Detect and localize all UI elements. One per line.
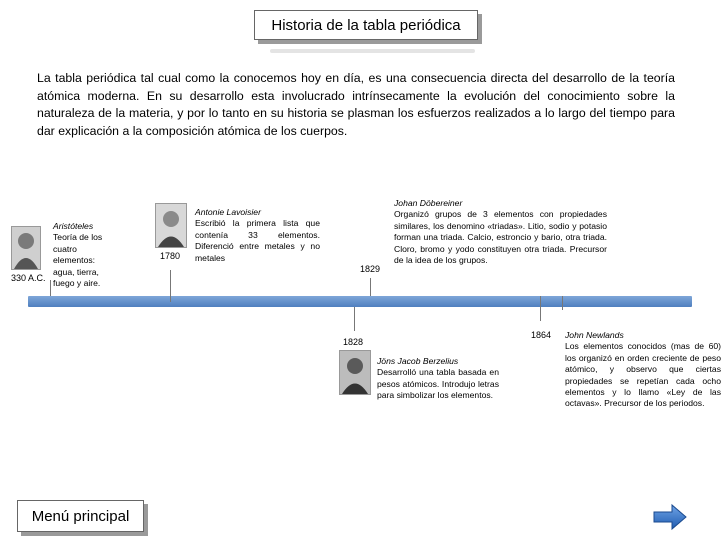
timeline-tick-330ac — [50, 280, 51, 296]
menu-principal-button[interactable] — [17, 500, 144, 532]
next-button[interactable] — [652, 503, 688, 531]
timeline-tick-1828 — [354, 307, 355, 331]
portrait-icon — [156, 204, 186, 247]
page-title-box — [254, 10, 478, 40]
timeline-tick-1780 — [170, 270, 171, 302]
aristoteles-entry — [53, 221, 110, 289]
lavoisier-name: Antonie Lavoisier — [195, 207, 261, 217]
newlands-text: Los elementos conocidos (mas de 60) los organizó en orden creciente de peso atómico, y observo que ciertas propiedades se repetían cada ocho elementos y lo llamo «Ley de las octavas». Precursor de los periodos. — [565, 341, 721, 409]
intro-paragraph: La tabla periódica tal cual como la conocemos hoy en día, es una consecuencia directa del desarrollo de la teoría atómica moderna. En su desarrollo esta involucrado intrínsecamente la evolución del conocimiento sobre la naturaleza de la materia, y por lo tanto en su historia se plasman los esfuerzos realizados a lo largo del tiempo para dar explicación a la composición atómica de los cuerpos. — [37, 71, 675, 138]
portrait-icon — [340, 351, 370, 394]
berzelius-entry — [377, 356, 499, 402]
year-1828: 1828 — [343, 337, 364, 347]
year-1864: 1864 — [531, 330, 552, 340]
newlands-name: John Newlands — [565, 330, 624, 340]
berzelius-name: Jöns Jacob Berzelius — [377, 356, 459, 366]
dobereiner-text: Organizó grupos de 3 elementos con propiedades similares, los denomino «triadas». Litio, sodio y potasio forman una triada. Calcio, estroncio y bario, otra triada. Cloro, bromo y yodo constituyen otra triada. Precursor de la idea de los grupos. — [394, 209, 607, 266]
portrait-icon — [12, 227, 40, 269]
newlands-entry — [565, 330, 721, 410]
timeline-tick-1864 — [540, 296, 541, 321]
timeline-tick-1829 — [370, 278, 371, 296]
title-underline — [270, 49, 475, 53]
dobereiner-entry — [394, 198, 607, 266]
year-330ac: 330 A.C. — [11, 273, 46, 283]
aristoteles-name: Aristóteles — [53, 221, 94, 231]
year-1829: 1829 — [360, 264, 381, 274]
menu-principal-label: Menú principal — [31, 507, 130, 525]
berzelius-portrait — [339, 350, 371, 395]
aristoteles-portrait — [11, 226, 41, 270]
lavoisier-text: Escribió la primera lista que contenía 33 elementos. Diferenció entre metales y no metales — [195, 218, 320, 263]
lavoisier-portrait — [155, 203, 187, 248]
page-title: Historia de la tabla periódica — [271, 16, 461, 34]
dobereiner-name: Johan Döbereiner — [394, 198, 463, 208]
next-arrow-icon — [652, 503, 688, 531]
timeline-bar — [28, 296, 692, 307]
berzelius-text: Desarrolló una tabla basada en pesos atómicos. Introdujo letras para simbolizar los elementos. — [377, 367, 499, 401]
lavoisier-entry — [195, 207, 320, 264]
timeline-tick-1864b — [562, 296, 563, 310]
year-1780: 1780 — [160, 251, 181, 261]
aristoteles-text: Teoría de los cuatro elementos: agua, tierra, fuego y aire. — [53, 232, 103, 289]
